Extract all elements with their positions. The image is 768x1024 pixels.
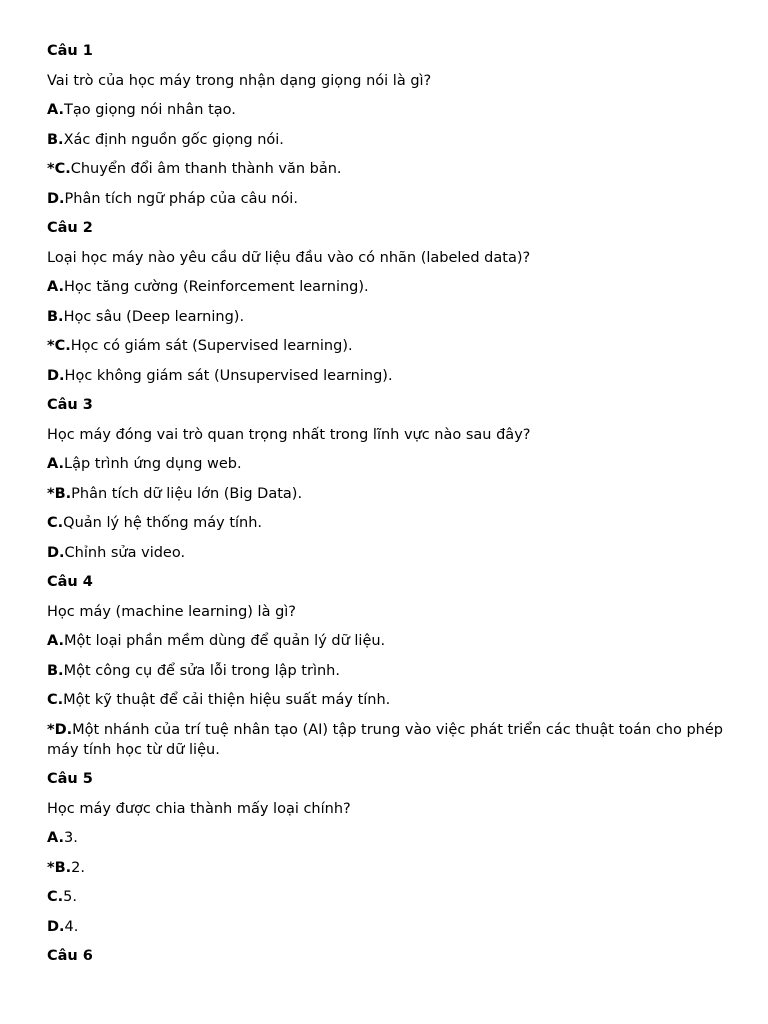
answer-option-text: Một loại phần mềm dùng để quản lý dữ liệu. (64, 633, 386, 649)
answer-option-prefix: B. (47, 308, 64, 325)
answer-option-text: Một kỹ thuật để cải thiện hiệu suất máy tính. (63, 692, 391, 708)
answer-option-prefix: D. (47, 544, 65, 561)
question-title: Câu 6 (47, 948, 93, 964)
answer-option-text: Học tăng cường (Reinforcement learning). (64, 279, 369, 295)
answer-option (47, 917, 727, 937)
answer-option-text: Phân tích dữ liệu lớn (Big Data). (71, 485, 303, 502)
answer-option-text: Một công cụ để sửa lỗi trong lập trình. (63, 662, 340, 679)
answer-option-prefix: D. (47, 367, 65, 384)
question-title: Câu 5 (47, 771, 93, 787)
answer-option (47, 887, 727, 907)
answer-option-text: 5. (63, 889, 77, 905)
answer-option (47, 130, 727, 150)
question-block (47, 218, 727, 386)
question-title: Câu 3 (47, 397, 93, 413)
answer-option-prefix: A. (47, 102, 64, 118)
answer-option-prefix: A. (47, 456, 64, 472)
answer-option (47, 690, 727, 710)
answer-option-text: Xác định nguồn gốc giọng nói. (63, 131, 284, 148)
answer-option (47, 336, 727, 356)
answer-option-prefix: D. (47, 190, 65, 207)
question-title: Câu 1 (47, 43, 93, 59)
answer-option (47, 543, 727, 563)
question-block (47, 769, 727, 937)
answer-option-prefix: *D. (47, 721, 73, 738)
answer-option (47, 828, 727, 848)
answer-option (47, 484, 727, 504)
answer-option (47, 100, 727, 120)
answer-option-prefix: *B. (47, 485, 72, 502)
answer-option-prefix: C. (47, 515, 64, 531)
answer-option (47, 159, 727, 179)
answer-option-text: Lập trình ứng dụng web. (64, 456, 242, 472)
question-block (47, 395, 727, 563)
answer-option (47, 513, 727, 533)
answer-option (47, 307, 727, 327)
answer-option (47, 277, 727, 297)
question-text: Học máy đóng vai trò quan trọng nhất trong lĩnh vực nào sau đây? (47, 426, 531, 443)
answer-option (47, 189, 727, 209)
question-title: Câu 2 (47, 220, 93, 236)
answer-option-text: Học sâu (Deep learning). (63, 308, 245, 325)
answer-option-text: Phân tích ngữ pháp của câu nói. (64, 190, 298, 207)
answer-option-text: 2. (71, 859, 85, 876)
question-block (47, 41, 727, 209)
answer-option-text: Quản lý hệ thống máy tính. (63, 515, 263, 531)
answer-option-prefix: B. (47, 131, 64, 148)
answer-option-prefix: A. (47, 279, 64, 295)
answer-option-text: Học có giám sát (Supervised learning). (70, 338, 353, 354)
answer-option-text: Học không giám sát (Unsupervised learning). (64, 367, 393, 384)
answer-option-prefix: *C. (47, 161, 71, 177)
answer-option (47, 661, 727, 681)
answer-option-prefix: A. (47, 633, 64, 649)
answer-option-prefix: D. (47, 918, 65, 935)
answer-option-text: 4. (64, 918, 79, 935)
question-text: Học máy được chia thành mấy loại chính? (47, 800, 351, 817)
question-text: Vai trò của học máy trong nhận dạng giọng nói là gì? (47, 72, 432, 89)
answer-option-prefix: C. (47, 692, 64, 708)
question-text: Học máy (machine learning) là gì? (47, 603, 297, 620)
answer-option-text: Tạo giọng nói nhân tạo. (64, 102, 236, 118)
answer-option-prefix: *C. (47, 338, 71, 354)
answer-option-prefix: B. (47, 662, 64, 679)
answer-option (47, 720, 727, 760)
answer-option-text: Một nhánh của trí tuệ nhân tạo (AI) tập trung vào việc phát triển các thuật toán cho phép máy tính học từ dữ liệu. (47, 721, 723, 758)
answer-option-prefix: *B. (47, 859, 72, 876)
answer-option (47, 631, 727, 651)
question-block (47, 946, 727, 966)
answer-option-prefix: C. (47, 889, 64, 905)
answer-option-text: 3. (64, 830, 78, 846)
question-text: Loại học máy nào yêu cầu dữ liệu đầu vào có nhãn (labeled data)? (47, 249, 531, 266)
answer-option-prefix: A. (47, 830, 64, 846)
answer-option (47, 454, 727, 474)
answer-option-text: Chuyển đổi âm thanh thành văn bản. (70, 161, 342, 177)
answer-option-text: Chỉnh sửa video. (64, 544, 186, 561)
answer-option (47, 858, 727, 878)
quiz-document (47, 41, 727, 976)
answer-option (47, 366, 727, 386)
question-title: Câu 4 (47, 574, 93, 590)
question-block (47, 572, 727, 760)
